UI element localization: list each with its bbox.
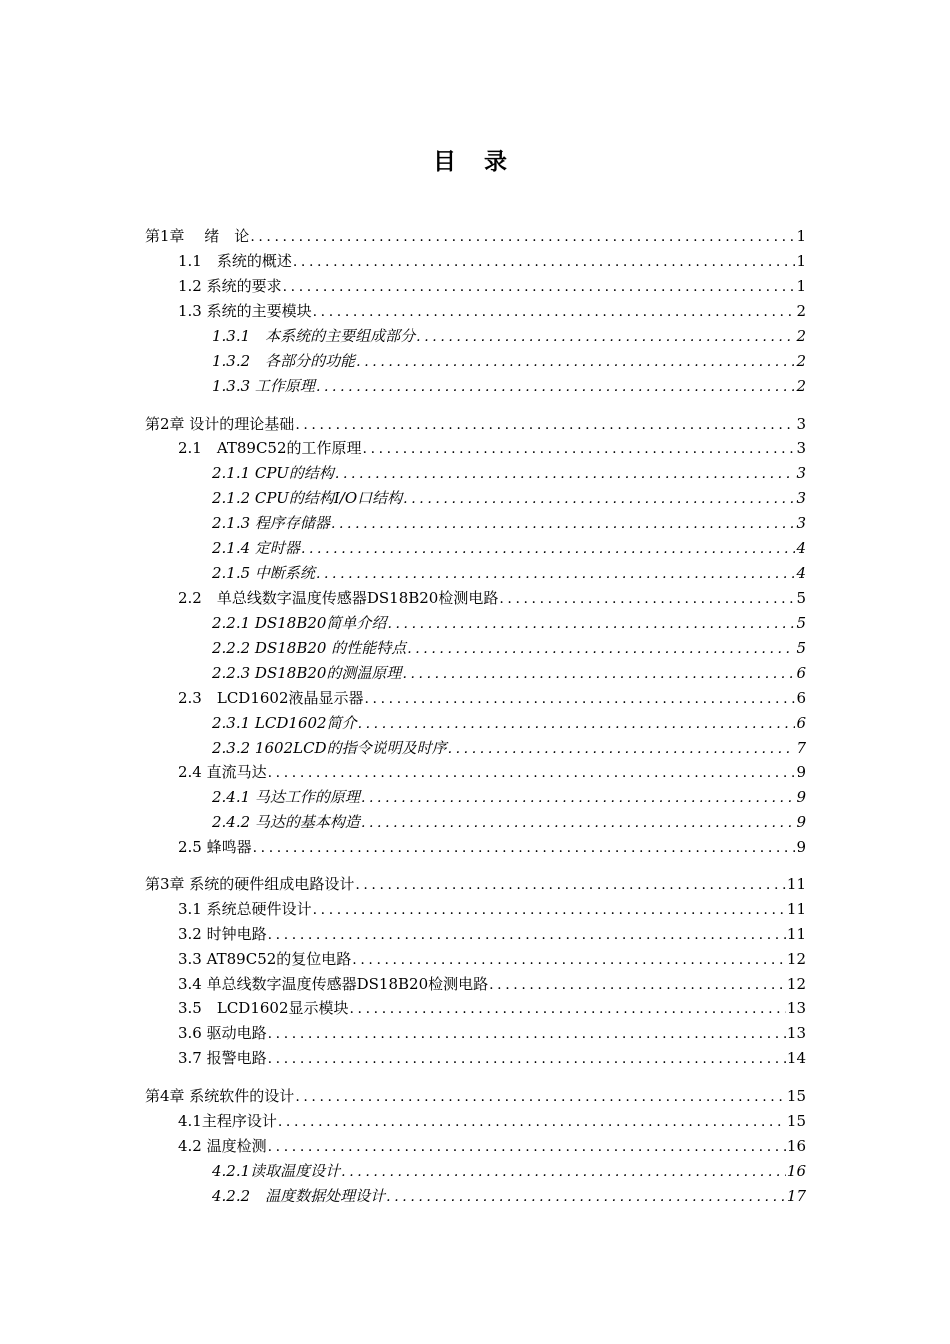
toc-entry-page: 14: [786, 1049, 806, 1067]
toc-entry-3-6[interactable]: [178, 1022, 806, 1044]
dot-leader: [278, 1112, 786, 1132]
toc-entry-label: 第4章 系统软件的设计: [145, 1087, 295, 1105]
toc-entry-label: 1.3.3 工作原理: [212, 377, 315, 395]
toc-entry-label: 2.1.4 定时器: [212, 539, 300, 557]
dot-leader: [407, 639, 795, 659]
toc-entry-page: 9: [796, 763, 806, 781]
toc-entry-page: 3: [796, 514, 806, 532]
dot-leader: [268, 925, 786, 945]
toc-entry-1-3[interactable]: [178, 300, 806, 322]
toc-entry-page: 15: [786, 1112, 806, 1130]
toc-entry-label: 第1章 绪 论: [145, 227, 250, 245]
toc-entry-label: 2.2 单总线数字温度传感器DS18B20检测电路: [178, 589, 499, 607]
toc-entry-4-2[interactable]: [178, 1135, 806, 1157]
toc-entry-page: 5: [796, 614, 806, 632]
dot-leader: [316, 377, 796, 397]
toc-entry-label: 3.2 时钟电路: [178, 925, 267, 943]
toc-entry-chapter-2[interactable]: [145, 413, 806, 435]
dot-leader: [448, 739, 796, 759]
toc-entry-page: 1: [796, 227, 806, 245]
toc-entry-label: 1.3.2 各部分的功能: [212, 352, 356, 370]
toc-entry-1-2[interactable]: [178, 275, 806, 297]
toc-entry-label: 2.4 直流马达: [178, 763, 267, 781]
toc-entry-page: 11: [786, 925, 806, 943]
dot-leader: [403, 489, 795, 509]
toc-entry-page: 3: [796, 439, 806, 457]
toc-entry-label: 2.2.2 DS18B20 的性能特点: [212, 639, 407, 657]
dot-leader: [268, 1024, 786, 1044]
toc-entry-label: 4.1主程序设计: [178, 1112, 277, 1130]
dot-leader: [268, 763, 796, 783]
toc-entry-page: 6: [796, 689, 806, 707]
toc-entry-label: 第3章 系统的硬件组成电路设计: [145, 875, 355, 893]
toc-entry-2-1-3[interactable]: [212, 512, 806, 534]
dot-leader: [361, 813, 796, 833]
dot-leader: [386, 1187, 786, 1207]
toc-entry-label: 3.1 系统总硬件设计: [178, 900, 312, 918]
toc-entry-page: 16: [786, 1137, 806, 1155]
dot-leader: [295, 1087, 786, 1107]
toc-entry-label: 3.6 驱动电路: [178, 1024, 267, 1042]
toc-entry-page: 2: [796, 302, 806, 320]
toc-entry-3-2[interactable]: [178, 923, 806, 945]
toc-entry-3-7[interactable]: [178, 1047, 806, 1069]
toc-entry-1-3-3[interactable]: [212, 375, 806, 397]
toc-entry-page: 2: [796, 327, 806, 345]
toc-entry-label: 3.5 LCD1602显示模块: [178, 999, 349, 1017]
toc-entry-label: 2.3 LCD1602液晶显示器: [178, 689, 364, 707]
dot-leader: [361, 788, 796, 808]
toc-entry-3-1[interactable]: [178, 898, 806, 920]
toc-entry-label: 4.2 温度检测: [178, 1137, 267, 1155]
toc-entry-label: 3.4 单总线数字温度传感器DS18B20检测电路: [178, 975, 489, 993]
dot-leader: [335, 464, 796, 484]
toc-entry-label: 2.1.5 中断系统: [212, 564, 315, 582]
dot-leader: [352, 950, 786, 970]
dot-leader: [295, 415, 795, 435]
toc-entry-label: 2.1.2 CPU的结构I/O口结构: [212, 489, 403, 507]
toc-entry-label: 2.1 AT89C52的工作原理: [178, 439, 362, 457]
toc-entry-label: 4.2.1读取温度设计: [212, 1162, 341, 1180]
page-title: 目 录: [432, 149, 517, 175]
toc-entry-page: 2: [796, 352, 806, 370]
toc-entry-2-4-1[interactable]: [212, 786, 806, 808]
toc-entry-2-3-2[interactable]: [212, 737, 806, 759]
dot-leader: [313, 900, 786, 920]
dot-leader: [363, 439, 796, 459]
toc-entry-chapter-3[interactable]: [145, 873, 806, 895]
dot-leader: [250, 227, 795, 247]
dot-leader: [283, 277, 796, 297]
toc-entry-page: 4: [796, 539, 806, 557]
toc-entry-2-2-1[interactable]: [212, 612, 806, 634]
toc-entry-page: 3: [796, 415, 806, 433]
toc-entry-page: 9: [796, 838, 806, 856]
toc-entry-page: 15: [786, 1087, 806, 1105]
toc-entry-page: 11: [786, 900, 806, 918]
toc-entry-label: 第2章 设计的理论基础: [145, 415, 295, 433]
dot-leader: [268, 1049, 786, 1069]
dot-leader: [358, 714, 796, 734]
toc-entry-3-3[interactable]: [178, 948, 806, 970]
toc-entry-label: 2.1.3 程序存储器: [212, 514, 330, 532]
toc-entry-2-2-3[interactable]: [212, 662, 806, 684]
dot-leader: [350, 999, 786, 1019]
dot-leader: [402, 664, 795, 684]
toc-entry-2-5[interactable]: [178, 836, 806, 858]
toc-entry-page: 1: [796, 277, 806, 295]
toc-entry-page: 5: [796, 589, 806, 607]
dot-leader: [365, 689, 796, 709]
toc-entry-label: 2.1.1 CPU的结构: [212, 464, 334, 482]
toc-entry-2-1[interactable]: [178, 437, 806, 459]
toc-entry-4-2-2[interactable]: [212, 1185, 806, 1207]
toc-entry-4-1[interactable]: [178, 1110, 806, 1132]
toc-entry-page: 16: [786, 1162, 806, 1180]
toc-entry-page: 3: [796, 489, 806, 507]
toc-entry-1-1[interactable]: [178, 250, 806, 272]
dot-leader: [356, 352, 795, 372]
toc-entry-4-2-1[interactable]: [212, 1160, 806, 1182]
toc-entry-page: 1: [796, 252, 806, 270]
toc-entry-label: 2.3.2 1602LCD的指令说明及时序: [212, 739, 447, 757]
toc-entry-2-1-1[interactable]: [212, 462, 806, 484]
dot-leader: [313, 302, 796, 322]
toc-entry-2-4-2[interactable]: [212, 811, 806, 833]
toc-entry-label: 2.4.2 马达的基本构造: [212, 813, 360, 831]
toc-entry-2-1-4[interactable]: [212, 537, 806, 559]
toc-entry-label: 1.3 系统的主要模块: [178, 302, 312, 320]
toc-entry-label: 1.1 系统的概述: [178, 252, 292, 270]
dot-leader: [331, 514, 796, 534]
dot-leader: [253, 838, 796, 858]
dot-leader: [387, 614, 795, 634]
toc-entry-2-2-2[interactable]: [212, 637, 806, 659]
toc-entry-label: 2.2.3 DS18B20的测温原理: [212, 664, 402, 682]
dot-leader: [341, 1162, 786, 1182]
toc-entry-page: 2: [796, 377, 806, 395]
toc-entry-page: 5: [796, 639, 806, 657]
toc-entry-chapter-1[interactable]: [145, 225, 806, 247]
toc-entry-label: 2.4.1 马达工作的原理: [212, 788, 360, 806]
dot-leader: [293, 252, 796, 272]
dot-leader: [416, 327, 795, 347]
toc-entry-label: 3.3 AT89C52的复位电路: [178, 950, 352, 968]
toc-entry-label: 1.3.1 本系统的主要组成部分: [212, 327, 416, 345]
toc-entry-page: 4: [796, 564, 806, 582]
toc-entry-page: 11: [786, 875, 806, 893]
dot-leader: [489, 975, 786, 995]
toc-entry-page: 3: [796, 464, 806, 482]
toc-entry-2-1-5[interactable]: [212, 562, 806, 584]
toc-entry-page: 12: [786, 975, 806, 993]
toc-entry-2-1-2[interactable]: [212, 487, 806, 509]
dot-leader: [316, 564, 796, 584]
toc-entry-1-3-2[interactable]: [212, 350, 806, 372]
toc-entry-page: 7: [796, 739, 806, 757]
dot-leader: [499, 589, 795, 609]
toc-entry-page: 13: [786, 999, 806, 1017]
toc-entry-label: 3.7 报警电路: [178, 1049, 267, 1067]
toc-entry-page: 13: [786, 1024, 806, 1042]
toc-entry-label: 2.3.1 LCD1602简介: [212, 714, 357, 732]
dot-leader: [268, 1137, 786, 1157]
toc-entry-2-3[interactable]: [178, 687, 806, 709]
toc-entry-page: 6: [796, 664, 806, 682]
toc-entry-page: 9: [796, 788, 806, 806]
toc-entry-label: 2.5 蜂鸣器: [178, 838, 252, 856]
toc-entry-label: 1.2 系统的要求: [178, 277, 282, 295]
dot-leader: [301, 539, 796, 559]
toc-entry-page: 17: [786, 1187, 806, 1205]
toc-entry-page: 9: [796, 813, 806, 831]
toc-entry-label: 2.2.1 DS18B20简单介绍: [212, 614, 387, 632]
toc-entry-2-3-1[interactable]: [212, 712, 806, 734]
toc-entry-chapter-4[interactable]: [145, 1085, 806, 1107]
toc-entry-1-3-1[interactable]: [212, 325, 806, 347]
toc-entry-page: 6: [796, 714, 806, 732]
toc-entry-3-4[interactable]: [178, 973, 806, 995]
toc-entry-2-4[interactable]: [178, 761, 806, 783]
dot-leader: [355, 875, 786, 895]
toc-entry-label: 4.2.2 温度数据处理设计: [212, 1187, 386, 1205]
toc-entry-3-5[interactable]: [178, 997, 806, 1019]
toc-entry-2-2[interactable]: [178, 587, 806, 609]
toc-entry-page: 12: [786, 950, 806, 968]
